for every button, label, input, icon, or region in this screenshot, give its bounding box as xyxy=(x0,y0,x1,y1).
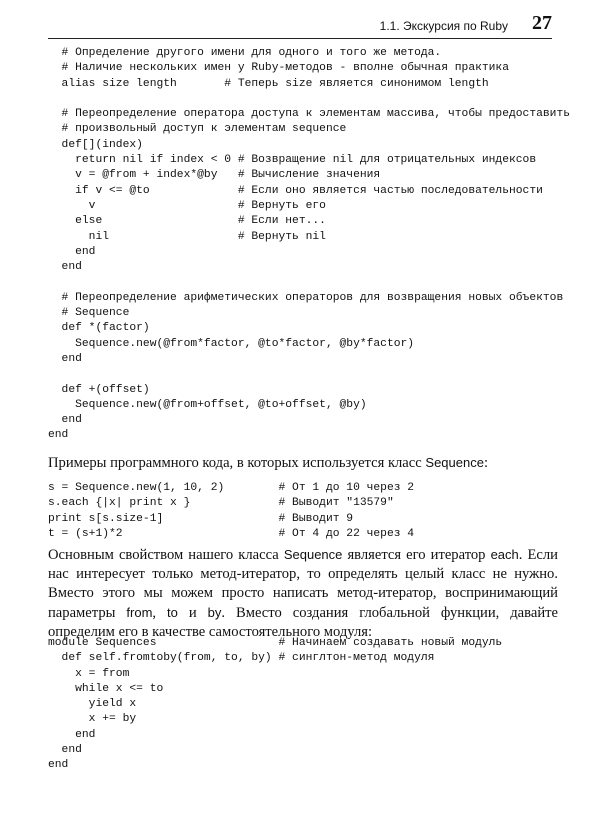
code-line: Sequence.new(@from+offset, @to+offset, @by) xyxy=(48,398,367,411)
paragraph-text: и xyxy=(177,605,208,621)
code-line: x += by xyxy=(48,713,137,726)
code-line: print s[s.size-1] # Выводит 9 xyxy=(48,512,354,525)
paragraph-examples xyxy=(48,453,558,473)
code-block-sequences-module xyxy=(48,636,502,774)
inline-code-each: each xyxy=(490,547,519,562)
code-line: def[](index) xyxy=(48,138,143,151)
code-line: alias size length # Теперь size является синонимом length xyxy=(48,77,489,90)
code-line: # Наличие нескольких имен у Ruby-методов - вполне обычная практика xyxy=(48,62,509,75)
code-line: # Sequence xyxy=(48,307,130,320)
paragraph-punct: : xyxy=(483,455,489,471)
code-line: t = (s+1)*2 # От 4 до 22 через 4 xyxy=(48,527,415,540)
inline-code-sequence: Sequence xyxy=(425,455,484,470)
code-line: end xyxy=(48,744,82,757)
code-line: end xyxy=(48,245,96,258)
code-line: v # Вернуть его xyxy=(48,199,326,212)
code-line xyxy=(48,367,570,382)
page-number: 27 xyxy=(532,12,552,34)
code-line: x = from xyxy=(48,667,130,680)
code-line: end xyxy=(48,429,69,442)
code-line: else # Если нет... xyxy=(48,215,326,228)
paragraph-text: . Если нас интересует только метод-итератор, то определять целый класс не нужно. Вместо этого мы можем просто написать метод-итератор, воспринимающий параметры xyxy=(48,547,558,621)
code-line: while x <= to xyxy=(48,682,164,695)
code-line: module Sequences # Начинаем создавать новый модуль xyxy=(48,637,503,649)
code-line: nil # Вернуть nil xyxy=(48,230,326,243)
code-line: end xyxy=(48,728,96,741)
code-line: # Переопределение арифметических операторов для возвращения новых объектов xyxy=(48,291,564,304)
code-line: s.each {|x| print x } # Выводит "13579" xyxy=(48,497,394,510)
running-header xyxy=(48,12,552,39)
inline-code-from: from xyxy=(126,605,153,620)
code-line: yield x xyxy=(48,698,137,711)
code-line: def +(offset) xyxy=(48,383,150,396)
code-line: def *(factor) xyxy=(48,322,150,335)
paragraph-text: Примеры программного кода, в которых используется класс xyxy=(48,455,426,471)
code-block-sequence-methods xyxy=(48,46,570,444)
code-line: def self.fromtoby(from, to, by) # синглтон-метод модуля xyxy=(48,652,435,665)
inline-code-to: to xyxy=(167,605,178,620)
code-line: if v <= @to # Если оно является частью последовательности xyxy=(48,184,543,197)
code-line: Sequence.new(@from*factor, @to*factor, @by*factor) xyxy=(48,337,415,350)
paragraph-text: , xyxy=(152,605,168,621)
code-line: end xyxy=(48,759,69,772)
paragraph-text: Основным свойством нашего класса xyxy=(48,547,284,563)
code-line: # Переопределение оператора доступа к элементам массива, чтобы предоставить xyxy=(48,108,571,121)
paragraph-iterator xyxy=(48,545,558,642)
code-line: end xyxy=(48,352,82,365)
code-line: # произвольный доступ к элементам sequence xyxy=(48,123,347,136)
code-line xyxy=(48,275,570,290)
paragraph-text: является его итератор xyxy=(342,547,491,563)
code-block-usage-examples xyxy=(48,481,414,542)
code-line: v = @from + index*@by # Вычисление значения xyxy=(48,169,381,182)
code-line: s = Sequence.new(1, 10, 2) # От 1 до 10 через 2 xyxy=(48,482,415,494)
paragraph-text: . Вместо создания глобальной функции, давайте определим его в качестве самостоятельного модуля: xyxy=(48,605,558,640)
section-title: 1.1. Экскурсия по Ruby xyxy=(379,19,508,33)
code-line: return nil if index < 0 # Возвращение nil для отрицательных индексов xyxy=(48,154,537,167)
code-line: end xyxy=(48,261,82,274)
code-line xyxy=(48,92,570,107)
code-line: # Определение другого имени для одного и того же метода. xyxy=(48,47,442,59)
code-line: end xyxy=(48,414,82,427)
inline-code-by: by xyxy=(207,605,222,620)
inline-code-sequence: Sequence xyxy=(283,547,343,562)
